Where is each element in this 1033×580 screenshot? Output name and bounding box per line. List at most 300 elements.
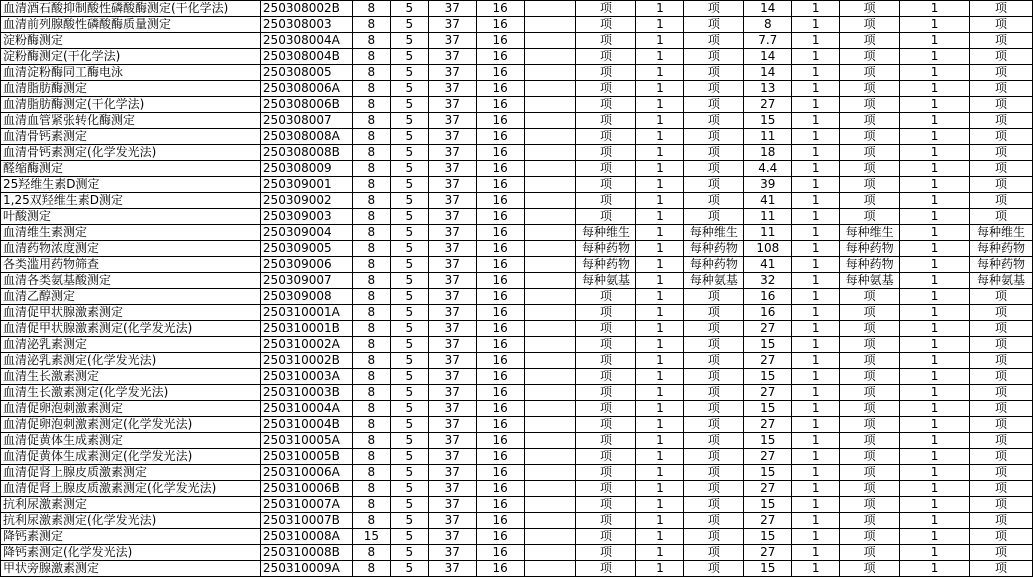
cell-unit-4[interactable]: 项 — [969, 1, 1032, 17]
cell-price[interactable]: 14 — [744, 49, 792, 65]
cell-col-d[interactable]: 16 — [476, 145, 524, 161]
cell-qty-1[interactable]: 1 — [636, 417, 684, 433]
cell-qty-1[interactable]: 1 — [636, 433, 684, 449]
cell-col-a[interactable]: 8 — [352, 401, 390, 417]
cell-item-name[interactable]: 降钙素测定(化学发光法) — [1, 545, 261, 561]
cell-price[interactable]: 16 — [744, 289, 792, 305]
cell-qty-2[interactable]: 1 — [792, 129, 840, 145]
cell-price[interactable]: 15 — [744, 401, 792, 417]
cell-unit-3[interactable]: 项 — [840, 449, 900, 465]
cell-item-name[interactable]: 血清生长激素测定 — [1, 369, 261, 385]
cell-price[interactable]: 14 — [744, 65, 792, 81]
cell-qty-1[interactable]: 1 — [636, 353, 684, 369]
cell-unit-2[interactable]: 项 — [684, 481, 744, 497]
cell-col-e[interactable] — [524, 561, 576, 577]
cell-col-a[interactable]: 8 — [352, 481, 390, 497]
cell-col-a[interactable]: 8 — [352, 369, 390, 385]
cell-col-b[interactable]: 5 — [390, 241, 428, 257]
cell-qty-2[interactable]: 1 — [792, 321, 840, 337]
cell-col-e[interactable] — [524, 33, 576, 49]
cell-col-b[interactable]: 5 — [390, 177, 428, 193]
cell-qty-2[interactable]: 1 — [792, 417, 840, 433]
cell-price[interactable]: 4.4 — [744, 161, 792, 177]
cell-price[interactable]: 8 — [744, 17, 792, 33]
cell-col-e[interactable] — [524, 513, 576, 529]
cell-qty-1[interactable]: 1 — [636, 241, 684, 257]
cell-price[interactable]: 27 — [744, 481, 792, 497]
cell-item-code[interactable]: 250310001A — [260, 305, 352, 321]
cell-qty-2[interactable]: 1 — [792, 241, 840, 257]
cell-unit-2[interactable]: 项 — [684, 97, 744, 113]
cell-qty-1[interactable]: 1 — [636, 401, 684, 417]
cell-unit-2[interactable]: 项 — [684, 561, 744, 577]
cell-unit-3[interactable]: 项 — [840, 561, 900, 577]
cell-unit-3[interactable]: 项 — [840, 49, 900, 65]
cell-qty-1[interactable]: 1 — [636, 1, 684, 17]
cell-qty-1[interactable]: 1 — [636, 385, 684, 401]
cell-qty-2[interactable]: 1 — [792, 369, 840, 385]
cell-qty-3[interactable]: 1 — [900, 257, 970, 273]
cell-unit-4[interactable]: 项 — [969, 481, 1032, 497]
cell-unit-1[interactable]: 项 — [576, 529, 636, 545]
cell-col-c[interactable]: 37 — [428, 529, 476, 545]
cell-item-name[interactable]: 血清各类氨基酸测定 — [1, 273, 261, 289]
cell-col-e[interactable] — [524, 465, 576, 481]
cell-qty-3[interactable]: 1 — [900, 545, 970, 561]
cell-col-c[interactable]: 37 — [428, 513, 476, 529]
cell-qty-2[interactable]: 1 — [792, 561, 840, 577]
cell-item-name[interactable]: 淀粉酶测定 — [1, 33, 261, 49]
cell-col-e[interactable] — [524, 17, 576, 33]
cell-unit-1[interactable]: 项 — [576, 129, 636, 145]
cell-unit-4[interactable]: 项 — [969, 401, 1032, 417]
cell-qty-3[interactable]: 1 — [900, 161, 970, 177]
cell-qty-1[interactable]: 1 — [636, 81, 684, 97]
cell-unit-3[interactable]: 项 — [840, 289, 900, 305]
cell-col-a[interactable]: 8 — [352, 289, 390, 305]
cell-item-code[interactable]: 250308007 — [260, 113, 352, 129]
cell-item-name[interactable]: 血清血管紧张转化酶测定 — [1, 113, 261, 129]
cell-price[interactable]: 15 — [744, 113, 792, 129]
cell-unit-3[interactable]: 项 — [840, 193, 900, 209]
cell-unit-3[interactable]: 项 — [840, 401, 900, 417]
cell-qty-2[interactable]: 1 — [792, 401, 840, 417]
cell-col-c[interactable]: 37 — [428, 305, 476, 321]
cell-unit-1[interactable]: 项 — [576, 81, 636, 97]
cell-qty-3[interactable]: 1 — [900, 177, 970, 193]
cell-qty-1[interactable]: 1 — [636, 481, 684, 497]
cell-col-c[interactable]: 37 — [428, 449, 476, 465]
cell-unit-1[interactable]: 项 — [576, 465, 636, 481]
cell-col-c[interactable]: 37 — [428, 129, 476, 145]
cell-qty-1[interactable]: 1 — [636, 273, 684, 289]
cell-qty-3[interactable]: 1 — [900, 33, 970, 49]
cell-item-code[interactable]: 250310001B — [260, 321, 352, 337]
cell-unit-1[interactable]: 项 — [576, 561, 636, 577]
cell-col-e[interactable] — [524, 241, 576, 257]
cell-qty-3[interactable]: 1 — [900, 65, 970, 81]
cell-item-code[interactable]: 250308006B — [260, 97, 352, 113]
cell-col-d[interactable]: 16 — [476, 513, 524, 529]
cell-col-d[interactable]: 16 — [476, 465, 524, 481]
cell-unit-3[interactable]: 项 — [840, 1, 900, 17]
cell-item-code[interactable]: 250309003 — [260, 209, 352, 225]
cell-unit-3[interactable]: 项 — [840, 177, 900, 193]
cell-col-e[interactable] — [524, 401, 576, 417]
cell-unit-4[interactable]: 项 — [969, 65, 1032, 81]
cell-qty-2[interactable]: 1 — [792, 529, 840, 545]
cell-unit-1[interactable]: 项 — [576, 145, 636, 161]
cell-col-d[interactable]: 16 — [476, 433, 524, 449]
cell-qty-2[interactable]: 1 — [792, 273, 840, 289]
cell-unit-2[interactable]: 项 — [684, 417, 744, 433]
cell-unit-4[interactable]: 项 — [969, 369, 1032, 385]
cell-unit-2[interactable]: 项 — [684, 529, 744, 545]
cell-col-a[interactable]: 8 — [352, 449, 390, 465]
cell-unit-3[interactable]: 项 — [840, 385, 900, 401]
cell-col-c[interactable]: 37 — [428, 97, 476, 113]
cell-col-c[interactable]: 37 — [428, 465, 476, 481]
cell-qty-3[interactable]: 1 — [900, 449, 970, 465]
cell-col-b[interactable]: 5 — [390, 49, 428, 65]
cell-col-a[interactable]: 8 — [352, 49, 390, 65]
cell-col-d[interactable]: 16 — [476, 65, 524, 81]
cell-qty-1[interactable]: 1 — [636, 465, 684, 481]
cell-col-c[interactable]: 37 — [428, 17, 476, 33]
cell-qty-3[interactable]: 1 — [900, 497, 970, 513]
cell-qty-3[interactable]: 1 — [900, 113, 970, 129]
cell-item-code[interactable]: 250309007 — [260, 273, 352, 289]
cell-col-c[interactable]: 37 — [428, 417, 476, 433]
cell-item-name[interactable]: 淀粉酶测定(干化学法) — [1, 49, 261, 65]
cell-item-code[interactable]: 250308006A — [260, 81, 352, 97]
cell-unit-3[interactable]: 项 — [840, 497, 900, 513]
cell-col-c[interactable]: 37 — [428, 401, 476, 417]
cell-unit-1[interactable]: 每种维生 — [576, 225, 636, 241]
cell-qty-2[interactable]: 1 — [792, 65, 840, 81]
cell-qty-2[interactable]: 1 — [792, 481, 840, 497]
cell-col-c[interactable]: 37 — [428, 65, 476, 81]
cell-unit-2[interactable]: 项 — [684, 321, 744, 337]
cell-item-name[interactable]: 各类滥用药物筛查 — [1, 257, 261, 273]
cell-item-name[interactable]: 血清乙醇测定 — [1, 289, 261, 305]
cell-col-e[interactable] — [524, 321, 576, 337]
cell-price[interactable]: 41 — [744, 193, 792, 209]
cell-unit-4[interactable]: 项 — [969, 353, 1032, 369]
cell-unit-4[interactable]: 项 — [969, 337, 1032, 353]
cell-qty-1[interactable]: 1 — [636, 113, 684, 129]
cell-item-name[interactable]: 血清促肾上腺皮质激素测定 — [1, 465, 261, 481]
cell-col-a[interactable]: 8 — [352, 321, 390, 337]
cell-unit-1[interactable]: 项 — [576, 433, 636, 449]
cell-unit-2[interactable]: 项 — [684, 337, 744, 353]
cell-col-b[interactable]: 5 — [390, 257, 428, 273]
cell-price[interactable]: 27 — [744, 97, 792, 113]
cell-unit-3[interactable]: 每种氨基 — [840, 273, 900, 289]
cell-col-a[interactable]: 8 — [352, 337, 390, 353]
cell-col-a[interactable]: 8 — [352, 545, 390, 561]
cell-col-d[interactable]: 16 — [476, 545, 524, 561]
cell-col-b[interactable]: 5 — [390, 81, 428, 97]
cell-col-a[interactable]: 8 — [352, 209, 390, 225]
cell-unit-3[interactable]: 项 — [840, 65, 900, 81]
cell-qty-2[interactable]: 1 — [792, 257, 840, 273]
cell-price[interactable]: 27 — [744, 321, 792, 337]
cell-item-code[interactable]: 250310003A — [260, 369, 352, 385]
cell-price[interactable]: 13 — [744, 81, 792, 97]
cell-unit-1[interactable]: 项 — [576, 209, 636, 225]
cell-price[interactable]: 15 — [744, 433, 792, 449]
cell-price[interactable]: 27 — [744, 513, 792, 529]
cell-col-c[interactable]: 37 — [428, 545, 476, 561]
cell-col-e[interactable] — [524, 273, 576, 289]
cell-col-c[interactable]: 37 — [428, 145, 476, 161]
cell-unit-2[interactable]: 项 — [684, 33, 744, 49]
cell-col-d[interactable]: 16 — [476, 353, 524, 369]
cell-unit-1[interactable]: 每种药物 — [576, 241, 636, 257]
cell-col-a[interactable]: 8 — [352, 385, 390, 401]
cell-qty-2[interactable]: 1 — [792, 161, 840, 177]
cell-qty-2[interactable]: 1 — [792, 337, 840, 353]
cell-unit-1[interactable]: 项 — [576, 545, 636, 561]
cell-col-d[interactable]: 16 — [476, 561, 524, 577]
cell-qty-2[interactable]: 1 — [792, 353, 840, 369]
cell-qty-1[interactable]: 1 — [636, 65, 684, 81]
cell-col-b[interactable]: 5 — [390, 33, 428, 49]
cell-unit-1[interactable]: 项 — [576, 513, 636, 529]
cell-col-d[interactable]: 16 — [476, 385, 524, 401]
cell-col-c[interactable]: 37 — [428, 337, 476, 353]
cell-unit-2[interactable]: 项 — [684, 113, 744, 129]
cell-item-name[interactable]: 醛缩酶测定 — [1, 161, 261, 177]
cell-col-a[interactable]: 8 — [352, 257, 390, 273]
cell-unit-4[interactable]: 项 — [969, 209, 1032, 225]
cell-col-d[interactable]: 16 — [476, 129, 524, 145]
cell-unit-4[interactable]: 项 — [969, 529, 1032, 545]
cell-col-c[interactable]: 37 — [428, 49, 476, 65]
cell-item-name[interactable]: 抗利尿激素测定(化学发光法) — [1, 513, 261, 529]
cell-qty-1[interactable]: 1 — [636, 177, 684, 193]
cell-col-c[interactable]: 37 — [428, 561, 476, 577]
cell-unit-1[interactable]: 项 — [576, 385, 636, 401]
cell-col-b[interactable]: 5 — [390, 401, 428, 417]
cell-qty-3[interactable]: 1 — [900, 529, 970, 545]
cell-unit-2[interactable]: 项 — [684, 385, 744, 401]
cell-qty-2[interactable]: 1 — [792, 305, 840, 321]
cell-unit-4[interactable]: 项 — [969, 289, 1032, 305]
cell-price[interactable]: 18 — [744, 145, 792, 161]
cell-col-b[interactable]: 5 — [390, 529, 428, 545]
cell-qty-3[interactable]: 1 — [900, 129, 970, 145]
cell-col-c[interactable]: 37 — [428, 289, 476, 305]
cell-unit-3[interactable]: 项 — [840, 321, 900, 337]
cell-col-d[interactable]: 16 — [476, 161, 524, 177]
cell-col-d[interactable]: 16 — [476, 49, 524, 65]
cell-col-a[interactable]: 8 — [352, 65, 390, 81]
cell-col-a[interactable]: 8 — [352, 129, 390, 145]
cell-unit-2[interactable]: 项 — [684, 369, 744, 385]
cell-item-code[interactable]: 250310005B — [260, 449, 352, 465]
cell-unit-1[interactable]: 项 — [576, 33, 636, 49]
cell-price[interactable]: 39 — [744, 177, 792, 193]
cell-unit-1[interactable]: 项 — [576, 49, 636, 65]
cell-col-c[interactable]: 37 — [428, 81, 476, 97]
cell-col-b[interactable]: 5 — [390, 273, 428, 289]
cell-qty-2[interactable]: 1 — [792, 449, 840, 465]
cell-unit-3[interactable]: 每种维生 — [840, 225, 900, 241]
cell-col-b[interactable]: 5 — [390, 129, 428, 145]
cell-col-e[interactable] — [524, 529, 576, 545]
cell-unit-3[interactable]: 项 — [840, 369, 900, 385]
cell-unit-3[interactable]: 项 — [840, 209, 900, 225]
cell-item-name[interactable]: 叶酸测定 — [1, 209, 261, 225]
cell-qty-3[interactable]: 1 — [900, 513, 970, 529]
cell-col-c[interactable]: 37 — [428, 369, 476, 385]
cell-unit-2[interactable]: 每种药物 — [684, 241, 744, 257]
cell-item-code[interactable]: 250310005A — [260, 433, 352, 449]
cell-item-code[interactable]: 250310002B — [260, 353, 352, 369]
cell-qty-3[interactable]: 1 — [900, 481, 970, 497]
cell-qty-3[interactable]: 1 — [900, 353, 970, 369]
cell-qty-1[interactable]: 1 — [636, 17, 684, 33]
cell-unit-1[interactable]: 项 — [576, 401, 636, 417]
cell-item-code[interactable]: 250310006B — [260, 481, 352, 497]
cell-qty-3[interactable]: 1 — [900, 225, 970, 241]
cell-qty-3[interactable]: 1 — [900, 289, 970, 305]
cell-item-code[interactable]: 250309001 — [260, 177, 352, 193]
cell-unit-2[interactable]: 项 — [684, 449, 744, 465]
cell-col-e[interactable] — [524, 369, 576, 385]
cell-col-c[interactable]: 37 — [428, 353, 476, 369]
cell-item-code[interactable]: 250308008A — [260, 129, 352, 145]
cell-col-b[interactable]: 5 — [390, 17, 428, 33]
cell-qty-1[interactable]: 1 — [636, 529, 684, 545]
cell-col-b[interactable]: 5 — [390, 145, 428, 161]
cell-item-name[interactable]: 1,25双羟维生素D测定 — [1, 193, 261, 209]
cell-col-e[interactable] — [524, 353, 576, 369]
cell-col-d[interactable]: 16 — [476, 193, 524, 209]
cell-unit-4[interactable]: 项 — [969, 449, 1032, 465]
cell-unit-2[interactable]: 项 — [684, 193, 744, 209]
cell-qty-1[interactable]: 1 — [636, 561, 684, 577]
cell-col-e[interactable] — [524, 433, 576, 449]
cell-col-c[interactable]: 37 — [428, 273, 476, 289]
cell-col-d[interactable]: 16 — [476, 17, 524, 33]
cell-col-b[interactable]: 5 — [390, 161, 428, 177]
cell-col-d[interactable]: 16 — [476, 225, 524, 241]
cell-qty-1[interactable]: 1 — [636, 225, 684, 241]
cell-col-e[interactable] — [524, 305, 576, 321]
cell-qty-1[interactable]: 1 — [636, 129, 684, 145]
cell-col-b[interactable]: 5 — [390, 1, 428, 17]
cell-col-a[interactable]: 8 — [352, 225, 390, 241]
cell-unit-4[interactable]: 项 — [969, 561, 1032, 577]
cell-item-name[interactable]: 血清泌乳素测定 — [1, 337, 261, 353]
cell-col-c[interactable]: 37 — [428, 497, 476, 513]
cell-unit-2[interactable]: 项 — [684, 513, 744, 529]
cell-unit-1[interactable]: 项 — [576, 97, 636, 113]
cell-item-code[interactable]: 250309008 — [260, 289, 352, 305]
cell-qty-3[interactable]: 1 — [900, 561, 970, 577]
cell-col-e[interactable] — [524, 145, 576, 161]
cell-unit-3[interactable]: 项 — [840, 481, 900, 497]
cell-col-a[interactable]: 8 — [352, 81, 390, 97]
cell-qty-2[interactable]: 1 — [792, 225, 840, 241]
cell-col-b[interactable]: 5 — [390, 417, 428, 433]
cell-item-code[interactable]: 250310003B — [260, 385, 352, 401]
cell-qty-1[interactable]: 1 — [636, 369, 684, 385]
cell-price[interactable]: 41 — [744, 257, 792, 273]
cell-col-e[interactable] — [524, 81, 576, 97]
cell-col-c[interactable]: 37 — [428, 209, 476, 225]
cell-item-name[interactable]: 血清促甲状腺激素测定(化学发光法) — [1, 321, 261, 337]
cell-qty-3[interactable]: 1 — [900, 17, 970, 33]
cell-unit-3[interactable]: 项 — [840, 17, 900, 33]
cell-unit-3[interactable]: 项 — [840, 337, 900, 353]
cell-item-code[interactable]: 250309006 — [260, 257, 352, 273]
cell-col-c[interactable]: 37 — [428, 225, 476, 241]
cell-col-a[interactable]: 8 — [352, 161, 390, 177]
cell-unit-3[interactable]: 项 — [840, 129, 900, 145]
cell-qty-2[interactable]: 1 — [792, 545, 840, 561]
cell-unit-3[interactable]: 每种药物 — [840, 257, 900, 273]
cell-qty-3[interactable]: 1 — [900, 321, 970, 337]
cell-qty-3[interactable]: 1 — [900, 81, 970, 97]
cell-col-b[interactable]: 5 — [390, 97, 428, 113]
cell-qty-3[interactable]: 1 — [900, 369, 970, 385]
cell-qty-1[interactable]: 1 — [636, 513, 684, 529]
cell-item-name[interactable]: 降钙素测定 — [1, 529, 261, 545]
cell-unit-1[interactable]: 项 — [576, 17, 636, 33]
cell-unit-1[interactable]: 项 — [576, 113, 636, 129]
cell-col-d[interactable]: 16 — [476, 97, 524, 113]
cell-item-code[interactable]: 250310004A — [260, 401, 352, 417]
cell-price[interactable]: 108 — [744, 241, 792, 257]
cell-qty-2[interactable]: 1 — [792, 513, 840, 529]
cell-qty-2[interactable]: 1 — [792, 33, 840, 49]
cell-unit-4[interactable]: 每种药物 — [969, 241, 1032, 257]
cell-col-e[interactable] — [524, 497, 576, 513]
cell-col-e[interactable] — [524, 161, 576, 177]
cell-unit-2[interactable]: 项 — [684, 289, 744, 305]
cell-item-name[interactable]: 血清促黄体生成素测定(化学发光法) — [1, 449, 261, 465]
cell-qty-1[interactable]: 1 — [636, 193, 684, 209]
cell-col-d[interactable]: 16 — [476, 369, 524, 385]
cell-unit-1[interactable]: 项 — [576, 353, 636, 369]
cell-col-b[interactable]: 5 — [390, 513, 428, 529]
cell-unit-2[interactable]: 项 — [684, 145, 744, 161]
cell-col-e[interactable] — [524, 225, 576, 241]
cell-item-name[interactable]: 甲状旁腺激素测定 — [1, 561, 261, 577]
cell-col-b[interactable]: 5 — [390, 65, 428, 81]
cell-qty-2[interactable]: 1 — [792, 465, 840, 481]
cell-qty-1[interactable]: 1 — [636, 449, 684, 465]
cell-unit-3[interactable]: 项 — [840, 145, 900, 161]
cell-price[interactable]: 27 — [744, 449, 792, 465]
cell-unit-2[interactable]: 项 — [684, 129, 744, 145]
cell-col-d[interactable]: 16 — [476, 209, 524, 225]
cell-price[interactable]: 15 — [744, 337, 792, 353]
cell-unit-3[interactable]: 项 — [840, 81, 900, 97]
cell-col-b[interactable]: 5 — [390, 225, 428, 241]
cell-col-b[interactable]: 5 — [390, 353, 428, 369]
cell-unit-4[interactable]: 项 — [969, 545, 1032, 561]
cell-col-e[interactable] — [524, 1, 576, 17]
cell-col-a[interactable]: 8 — [352, 193, 390, 209]
cell-col-e[interactable] — [524, 449, 576, 465]
cell-col-a[interactable]: 8 — [352, 1, 390, 17]
cell-item-name[interactable]: 血清酒石酸抑制酸性磷酸酶测定(干化学法) — [1, 1, 261, 17]
